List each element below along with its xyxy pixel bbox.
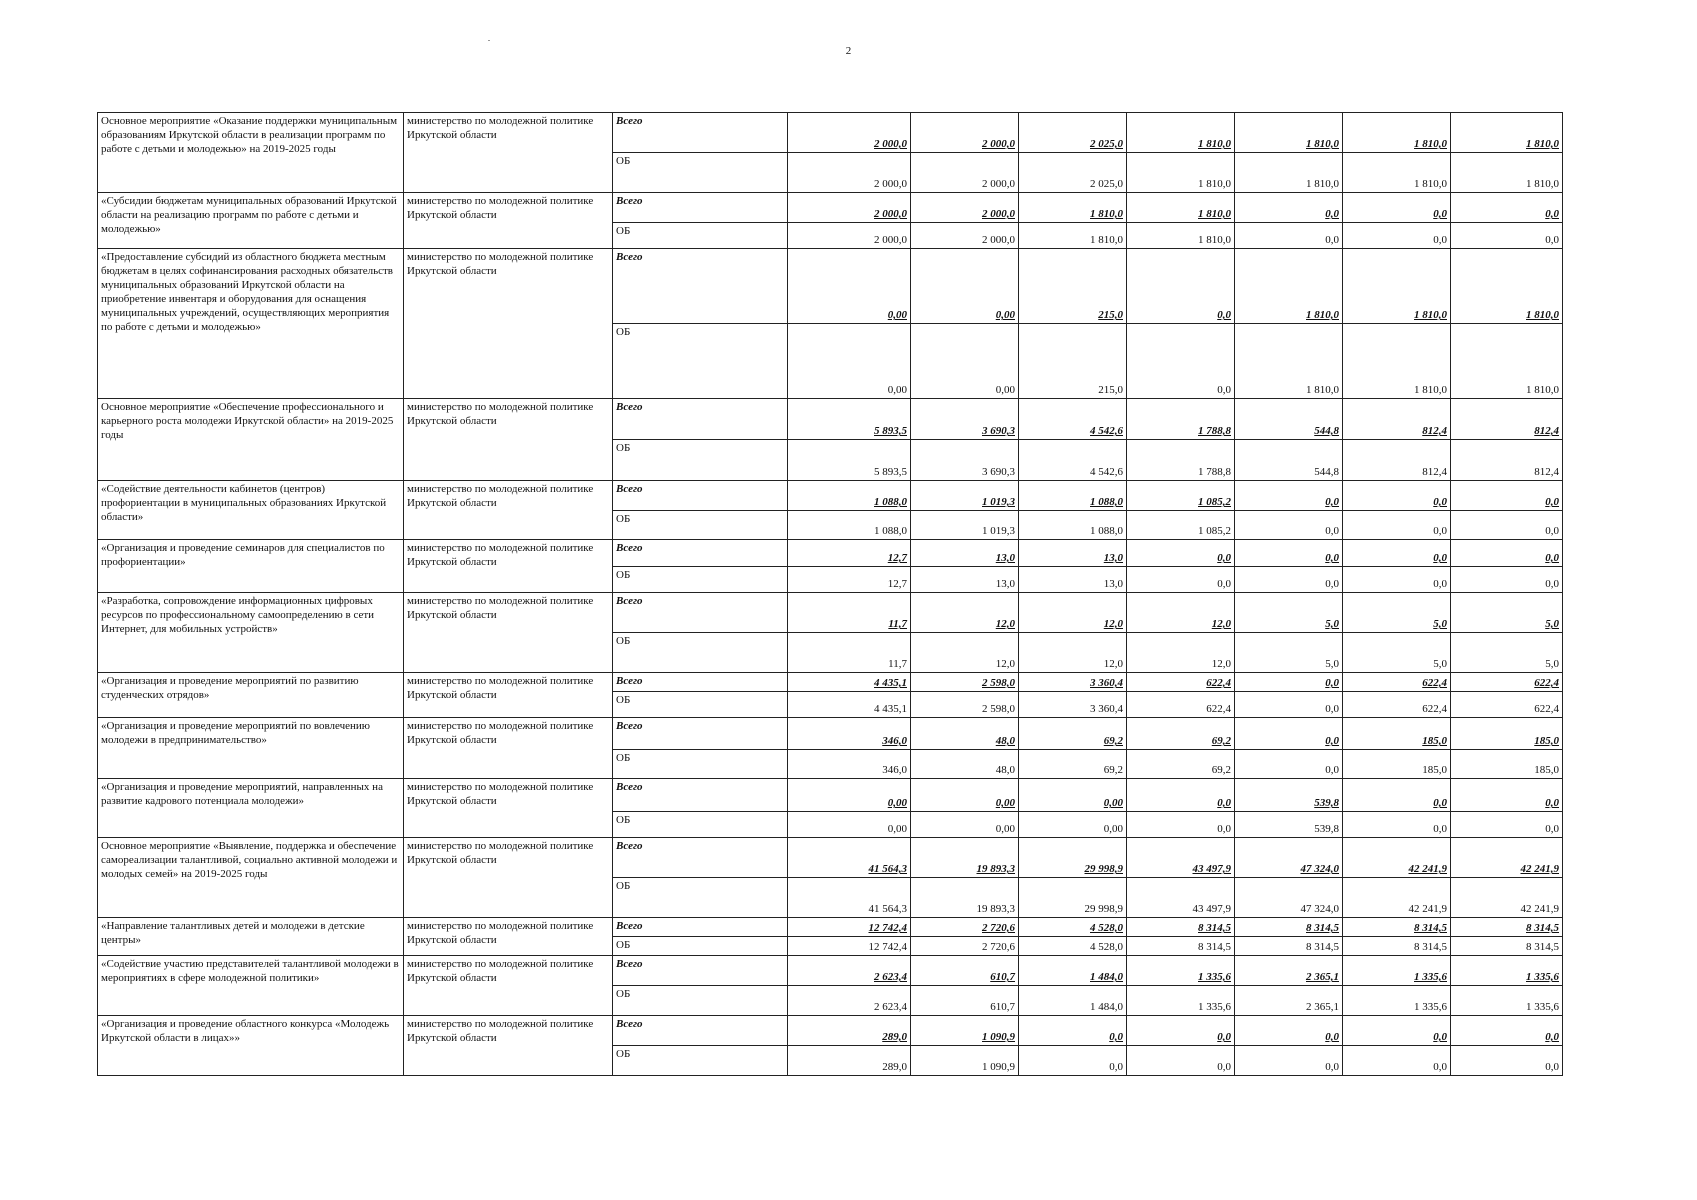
total-value: 69,2 [1127, 718, 1235, 750]
total-value: 5,0 [1451, 593, 1563, 633]
activity-name: Основное мероприятие «Оказание поддержки муниципальным образованиям Иркутской области в реализации программ по работе с детьми и молодежью» на 2019-2025 годы [98, 113, 404, 193]
total-value: 0,0 [1235, 718, 1343, 750]
total-value: 1 788,8 [1127, 399, 1235, 440]
total-value: 0,0 [1127, 1016, 1235, 1046]
activity-name: «Разработка, сопровождение информационных цифровых ресурсов по профессиональному самоопределению в сети Интернет, для мобильных устройств» [98, 593, 404, 673]
ob-value: 12,0 [911, 633, 1019, 673]
total-value: 0,0 [1451, 193, 1563, 223]
responsible-org: министерство по молодежной политике Иркутской области [404, 540, 613, 593]
ob-value: 1 810,0 [1343, 324, 1451, 399]
total-value: 69,2 [1019, 718, 1127, 750]
activity-name: Основное мероприятие «Выявление, поддержка и обеспечение самореализации талантливой, социально активной молодежи и молодых семей» на 2019-2025 годы [98, 838, 404, 918]
ob-value: 3 690,3 [911, 440, 1019, 481]
source-total-label: Всего [613, 193, 788, 223]
ob-value: 610,7 [911, 986, 1019, 1016]
ob-value: 5 893,5 [788, 440, 911, 481]
budget-table-body [98, 113, 1563, 1076]
ob-value: 12,0 [1019, 633, 1127, 673]
activity-name: «Содействие деятельности кабинетов (центров) профориентации в муниципальных образованиях Иркутской области» [98, 481, 404, 540]
ob-value: 1 810,0 [1451, 324, 1563, 399]
ob-value: 1 810,0 [1451, 153, 1563, 193]
total-value: 539,8 [1235, 779, 1343, 812]
total-value: 1 810,0 [1451, 249, 1563, 324]
total-value: 812,4 [1451, 399, 1563, 440]
total-value: 0,0 [1343, 481, 1451, 511]
scan-speck [488, 40, 490, 41]
ob-value: 69,2 [1127, 750, 1235, 779]
ob-value: 185,0 [1343, 750, 1451, 779]
total-value: 12,0 [1127, 593, 1235, 633]
ob-value: 0,00 [911, 812, 1019, 838]
responsible-org: министерство по молодежной политике Иркутской области [404, 956, 613, 1016]
total-value: 4 542,6 [1019, 399, 1127, 440]
table-row [98, 718, 1563, 750]
activity-name: «Содействие участию представителей талантливой молодежи в мероприятиях в сфере молодежной политики» [98, 956, 404, 1016]
total-value: 42 241,9 [1343, 838, 1451, 878]
total-value: 2 365,1 [1235, 956, 1343, 986]
ob-value: 1 810,0 [1127, 153, 1235, 193]
ob-value: 5,0 [1451, 633, 1563, 673]
total-value: 5,0 [1235, 593, 1343, 633]
ob-value: 0,0 [1235, 567, 1343, 593]
responsible-org: министерство по молодежной политике Иркутской области [404, 779, 613, 838]
source-ob-label: ОБ [613, 937, 788, 956]
total-value: 29 998,9 [1019, 838, 1127, 878]
total-value: 3 360,4 [1019, 673, 1127, 692]
ob-value: 12,0 [1127, 633, 1235, 673]
total-value: 0,0 [1343, 779, 1451, 812]
responsible-org: министерство по молодежной политике Иркутской области [404, 481, 613, 540]
table-row [98, 838, 1563, 878]
ob-value: 215,0 [1019, 324, 1127, 399]
total-value: 622,4 [1451, 673, 1563, 692]
total-value: 1 335,6 [1343, 956, 1451, 986]
ob-value: 13,0 [1019, 567, 1127, 593]
source-total-label: Всего [613, 956, 788, 986]
total-value: 0,0 [1019, 1016, 1127, 1046]
ob-value: 1 335,6 [1343, 986, 1451, 1016]
ob-value: 1 090,9 [911, 1046, 1019, 1076]
ob-value: 8 314,5 [1451, 937, 1563, 956]
total-value: 622,4 [1343, 673, 1451, 692]
source-total-label: Всего [613, 779, 788, 812]
ob-value: 1 335,6 [1451, 986, 1563, 1016]
responsible-org: министерство по молодежной политике Иркутской области [404, 838, 613, 918]
total-value: 185,0 [1343, 718, 1451, 750]
page-number: 2 [845, 45, 852, 57]
source-total-label: Всего [613, 540, 788, 567]
ob-value: 1 810,0 [1343, 153, 1451, 193]
ob-value: 0,00 [788, 324, 911, 399]
ob-value: 0,00 [1019, 812, 1127, 838]
ob-value: 5,0 [1343, 633, 1451, 673]
total-value: 1 810,0 [1343, 113, 1451, 153]
total-value: 3 690,3 [911, 399, 1019, 440]
source-ob-label: ОБ [613, 324, 788, 399]
source-total-label: Всего [613, 718, 788, 750]
ob-value: 4 528,0 [1019, 937, 1127, 956]
total-value: 544,8 [1235, 399, 1343, 440]
ob-value: 812,4 [1451, 440, 1563, 481]
activity-name: «Субсидии бюджетам муниципальных образований Иркутской области на реализацию программ по работе с детьми и молодежью» [98, 193, 404, 249]
responsible-org: министерство по молодежной политике Иркутской области [404, 193, 613, 249]
table-row [98, 481, 1563, 511]
ob-value: 0,0 [1127, 567, 1235, 593]
table-row [98, 113, 1563, 153]
total-value: 0,0 [1343, 540, 1451, 567]
source-ob-label: ОБ [613, 511, 788, 540]
total-value: 1 019,3 [911, 481, 1019, 511]
total-value: 1 810,0 [1019, 193, 1127, 223]
ob-value: 2 000,0 [911, 153, 1019, 193]
total-value: 12,0 [911, 593, 1019, 633]
ob-value: 1 810,0 [1019, 223, 1127, 249]
total-value: 1 088,0 [1019, 481, 1127, 511]
total-value: 0,0 [1127, 540, 1235, 567]
ob-value: 0,0 [1343, 511, 1451, 540]
total-value: 0,00 [788, 779, 911, 812]
table-row [98, 673, 1563, 692]
activity-name: «Предоставление субсидий из областного бюджета местным бюджетам в целях софинансирования расходных обязательств муниципальных образований Иркутской области на приобретение инвентаря и оборудования для оснащения муниципальных учреждений, осуществляющих мероприятия по работе с детьми и молодежью» [98, 249, 404, 399]
total-value: 0,0 [1127, 249, 1235, 324]
total-value: 43 497,9 [1127, 838, 1235, 878]
ob-value: 0,0 [1343, 567, 1451, 593]
source-ob-label: ОБ [613, 567, 788, 593]
ob-value: 0,0 [1019, 1046, 1127, 1076]
total-value: 19 893,3 [911, 838, 1019, 878]
ob-value: 12 742,4 [788, 937, 911, 956]
total-value: 289,0 [788, 1016, 911, 1046]
responsible-org: министерство по молодежной политике Иркутской области [404, 593, 613, 673]
ob-value: 2 623,4 [788, 986, 911, 1016]
total-value: 12,7 [788, 540, 911, 567]
total-value: 4 528,0 [1019, 918, 1127, 937]
ob-value: 289,0 [788, 1046, 911, 1076]
ob-value: 29 998,9 [1019, 878, 1127, 918]
source-ob-label: ОБ [613, 878, 788, 918]
ob-value: 622,4 [1127, 692, 1235, 718]
ob-value: 41 564,3 [788, 878, 911, 918]
ob-value: 0,0 [1235, 511, 1343, 540]
activity-name: «Организация и проведение мероприятий, направленных на развитие кадрового потенциала молодежи» [98, 779, 404, 838]
ob-value: 1 788,8 [1127, 440, 1235, 481]
total-value: 12 742,4 [788, 918, 911, 937]
ob-value: 622,4 [1451, 692, 1563, 718]
table-row [98, 956, 1563, 986]
total-value: 1 090,9 [911, 1016, 1019, 1046]
total-value: 8 314,5 [1343, 918, 1451, 937]
ob-value: 2 000,0 [911, 223, 1019, 249]
total-value: 610,7 [911, 956, 1019, 986]
total-value: 0,00 [788, 249, 911, 324]
ob-value: 0,0 [1451, 567, 1563, 593]
ob-value: 8 314,5 [1235, 937, 1343, 956]
source-total-label: Всего [613, 918, 788, 937]
table-row [98, 249, 1563, 324]
total-value: 2 000,0 [911, 113, 1019, 153]
total-value: 2 025,0 [1019, 113, 1127, 153]
ob-value: 1 085,2 [1127, 511, 1235, 540]
ob-value: 0,0 [1343, 223, 1451, 249]
total-value: 0,0 [1235, 673, 1343, 692]
ob-value: 3 360,4 [1019, 692, 1127, 718]
ob-value: 2 720,6 [911, 937, 1019, 956]
total-value: 1 335,6 [1451, 956, 1563, 986]
total-value: 0,0 [1235, 193, 1343, 223]
ob-value: 11,7 [788, 633, 911, 673]
table-row [98, 193, 1563, 223]
ob-value: 812,4 [1343, 440, 1451, 481]
source-total-label: Всего [613, 113, 788, 153]
total-value: 47 324,0 [1235, 838, 1343, 878]
total-value: 0,00 [1019, 779, 1127, 812]
total-value: 0,00 [911, 779, 1019, 812]
source-total-label: Всего [613, 481, 788, 511]
total-value: 13,0 [1019, 540, 1127, 567]
total-value: 11,7 [788, 593, 911, 633]
ob-value: 0,0 [1343, 1046, 1451, 1076]
source-ob-label: ОБ [613, 692, 788, 718]
activity-name: «Организация и проведение областного конкурса «Молодежь Иркутской области в лицах»» [98, 1016, 404, 1076]
responsible-org: министерство по молодежной политике Иркутской области [404, 918, 613, 956]
table-row [98, 1016, 1563, 1046]
ob-value: 19 893,3 [911, 878, 1019, 918]
total-value: 1 810,0 [1451, 113, 1563, 153]
activity-name: «Направление талантливых детей и молодежи в детские центры» [98, 918, 404, 956]
ob-value: 1 810,0 [1235, 153, 1343, 193]
total-value: 1 810,0 [1235, 113, 1343, 153]
ob-value: 544,8 [1235, 440, 1343, 481]
ob-value: 1 019,3 [911, 511, 1019, 540]
responsible-org: министерство по молодежной политике Иркутской области [404, 249, 613, 399]
total-value: 0,0 [1451, 779, 1563, 812]
total-value: 0,0 [1343, 1016, 1451, 1046]
total-value: 2 720,6 [911, 918, 1019, 937]
source-total-label: Всего [613, 1016, 788, 1046]
table-row [98, 593, 1563, 633]
ob-value: 1 810,0 [1235, 324, 1343, 399]
ob-value: 346,0 [788, 750, 911, 779]
ob-value: 0,0 [1235, 223, 1343, 249]
total-value: 42 241,9 [1451, 838, 1563, 878]
ob-value: 0,0 [1235, 1046, 1343, 1076]
ob-value: 1 810,0 [1127, 223, 1235, 249]
total-value: 8 314,5 [1127, 918, 1235, 937]
total-value: 346,0 [788, 718, 911, 750]
source-total-label: Всего [613, 593, 788, 633]
total-value: 2 623,4 [788, 956, 911, 986]
ob-value: 1 335,6 [1127, 986, 1235, 1016]
ob-value: 43 497,9 [1127, 878, 1235, 918]
source-ob-label: ОБ [613, 440, 788, 481]
ob-value: 0,0 [1343, 812, 1451, 838]
total-value: 2 000,0 [788, 193, 911, 223]
total-value: 1 484,0 [1019, 956, 1127, 986]
source-ob-label: ОБ [613, 1046, 788, 1076]
responsible-org: министерство по молодежной политике Иркутской области [404, 399, 613, 481]
total-value: 812,4 [1343, 399, 1451, 440]
total-value: 12,0 [1019, 593, 1127, 633]
total-value: 2 598,0 [911, 673, 1019, 692]
total-value: 5 893,5 [788, 399, 911, 440]
total-value: 185,0 [1451, 718, 1563, 750]
total-value: 8 314,5 [1235, 918, 1343, 937]
total-value: 0,0 [1451, 540, 1563, 567]
responsible-org: министерство по молодежной политике Иркутской области [404, 113, 613, 193]
ob-value: 0,0 [1235, 692, 1343, 718]
ob-value: 8 314,5 [1343, 937, 1451, 956]
total-value: 1 085,2 [1127, 481, 1235, 511]
ob-value: 0,00 [911, 324, 1019, 399]
ob-value: 4 542,6 [1019, 440, 1127, 481]
total-value: 5,0 [1343, 593, 1451, 633]
total-value: 1 810,0 [1127, 113, 1235, 153]
activity-name: «Организация и проведение семинаров для специалистов по профориентации» [98, 540, 404, 593]
activity-name: «Организация и проведение мероприятий по развитию студенческих отрядов» [98, 673, 404, 718]
activity-name: Основное мероприятие «Обеспечение профессионального и карьерного роста молодежи Иркутской области» на 2019-2025 годы [98, 399, 404, 481]
total-value: 1 088,0 [788, 481, 911, 511]
source-total-label: Всего [613, 399, 788, 440]
total-value: 41 564,3 [788, 838, 911, 878]
ob-value: 2 598,0 [911, 692, 1019, 718]
ob-value: 1 088,0 [788, 511, 911, 540]
total-value: 0,0 [1343, 193, 1451, 223]
ob-value: 8 314,5 [1127, 937, 1235, 956]
ob-value: 1 088,0 [1019, 511, 1127, 540]
ob-value: 12,7 [788, 567, 911, 593]
responsible-org: министерство по молодежной политике Иркутской области [404, 718, 613, 779]
ob-value: 4 435,1 [788, 692, 911, 718]
ob-value: 2 365,1 [1235, 986, 1343, 1016]
total-value: 8 314,5 [1451, 918, 1563, 937]
ob-value: 0,0 [1127, 324, 1235, 399]
total-value: 1 810,0 [1127, 193, 1235, 223]
ob-value: 2 000,0 [788, 153, 911, 193]
ob-value: 0,0 [1127, 812, 1235, 838]
total-value: 2 000,0 [911, 193, 1019, 223]
ob-value: 48,0 [911, 750, 1019, 779]
ob-value: 42 241,9 [1343, 878, 1451, 918]
ob-value: 5,0 [1235, 633, 1343, 673]
table-row [98, 779, 1563, 812]
total-value: 1 810,0 [1343, 249, 1451, 324]
activity-name: «Организация и проведение мероприятий по вовлечению молодежи в предпринимательство» [98, 718, 404, 779]
ob-value: 0,0 [1451, 223, 1563, 249]
ob-value: 539,8 [1235, 812, 1343, 838]
ob-value: 47 324,0 [1235, 878, 1343, 918]
total-value: 4 435,1 [788, 673, 911, 692]
budget-table [97, 112, 1563, 1076]
ob-value: 42 241,9 [1451, 878, 1563, 918]
total-value: 1 335,6 [1127, 956, 1235, 986]
total-value: 48,0 [911, 718, 1019, 750]
total-value: 2 000,0 [788, 113, 911, 153]
source-total-label: Всего [613, 838, 788, 878]
ob-value: 185,0 [1451, 750, 1563, 779]
ob-value: 622,4 [1343, 692, 1451, 718]
ob-value: 13,0 [911, 567, 1019, 593]
ob-value: 0,0 [1451, 812, 1563, 838]
source-ob-label: ОБ [613, 153, 788, 193]
ob-value: 0,0 [1127, 1046, 1235, 1076]
total-value: 13,0 [911, 540, 1019, 567]
total-value: 0,0 [1235, 481, 1343, 511]
total-value: 0,0 [1235, 1016, 1343, 1046]
total-value: 0,0 [1235, 540, 1343, 567]
ob-value: 0,00 [788, 812, 911, 838]
total-value: 0,0 [1127, 779, 1235, 812]
source-ob-label: ОБ [613, 750, 788, 779]
table-row [98, 399, 1563, 440]
ob-value: 1 484,0 [1019, 986, 1127, 1016]
source-ob-label: ОБ [613, 633, 788, 673]
total-value: 0,00 [911, 249, 1019, 324]
ob-value: 0,0 [1451, 511, 1563, 540]
ob-value: 0,0 [1235, 750, 1343, 779]
total-value: 622,4 [1127, 673, 1235, 692]
source-ob-label: ОБ [613, 223, 788, 249]
total-value: 1 810,0 [1235, 249, 1343, 324]
total-value: 0,0 [1451, 1016, 1563, 1046]
source-total-label: Всего [613, 673, 788, 692]
total-value: 215,0 [1019, 249, 1127, 324]
source-ob-label: ОБ [613, 986, 788, 1016]
ob-value: 69,2 [1019, 750, 1127, 779]
total-value: 0,0 [1451, 481, 1563, 511]
table-row [98, 540, 1563, 567]
responsible-org: министерство по молодежной политике Иркутской области [404, 1016, 613, 1076]
table-row [98, 918, 1563, 937]
ob-value: 0,0 [1451, 1046, 1563, 1076]
source-ob-label: ОБ [613, 812, 788, 838]
ob-value: 2 025,0 [1019, 153, 1127, 193]
ob-value: 2 000,0 [788, 223, 911, 249]
responsible-org: министерство по молодежной политике Иркутской области [404, 673, 613, 718]
source-total-label: Всего [613, 249, 788, 324]
